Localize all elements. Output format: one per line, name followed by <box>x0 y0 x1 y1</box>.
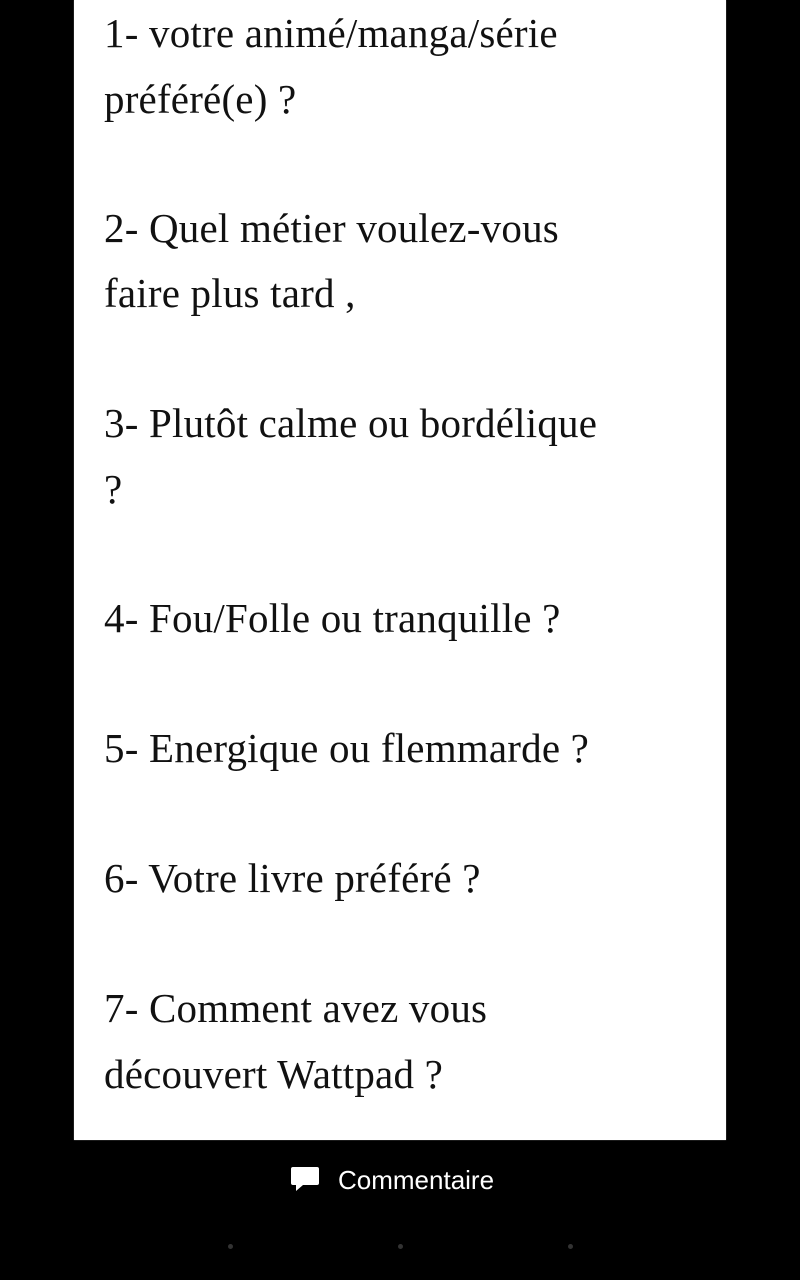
page-dot <box>228 1244 233 1249</box>
question-1-line-1: 1- votre animé/manga/série <box>104 10 558 56</box>
page-dot <box>568 1244 573 1249</box>
question-7-line-1: 7- Comment avez vous <box>104 985 488 1031</box>
page-indicator <box>0 1236 800 1256</box>
page-dot <box>398 1244 403 1249</box>
comment-button[interactable] <box>288 1158 494 1202</box>
comment-label: Commentaire <box>338 1164 495 1195</box>
question-3-line-2: ? <box>104 466 123 512</box>
question-2-line-2: faire plus tard , <box>104 270 356 316</box>
question-5-line-1: 5- Energique ou flemmarde ? <box>104 725 590 771</box>
speech-bubble-icon <box>288 1163 322 1197</box>
question-list-image <box>74 0 726 1140</box>
question-2-line-1: 2- Quel métier voulez-vous <box>104 205 559 251</box>
question-4-line-1: 4- Fou/Folle ou tranquille ? <box>104 595 561 641</box>
question-7-line-2: découvert Wattpad ? <box>104 1051 443 1097</box>
comment-bar <box>0 1140 800 1220</box>
question-1-line-2: préféré(e) ? <box>104 76 297 122</box>
question-3-line-1: 3- Plutôt calme ou bordélique <box>104 400 598 446</box>
question-6-line-1: 6- Votre livre préféré ? <box>104 855 481 901</box>
